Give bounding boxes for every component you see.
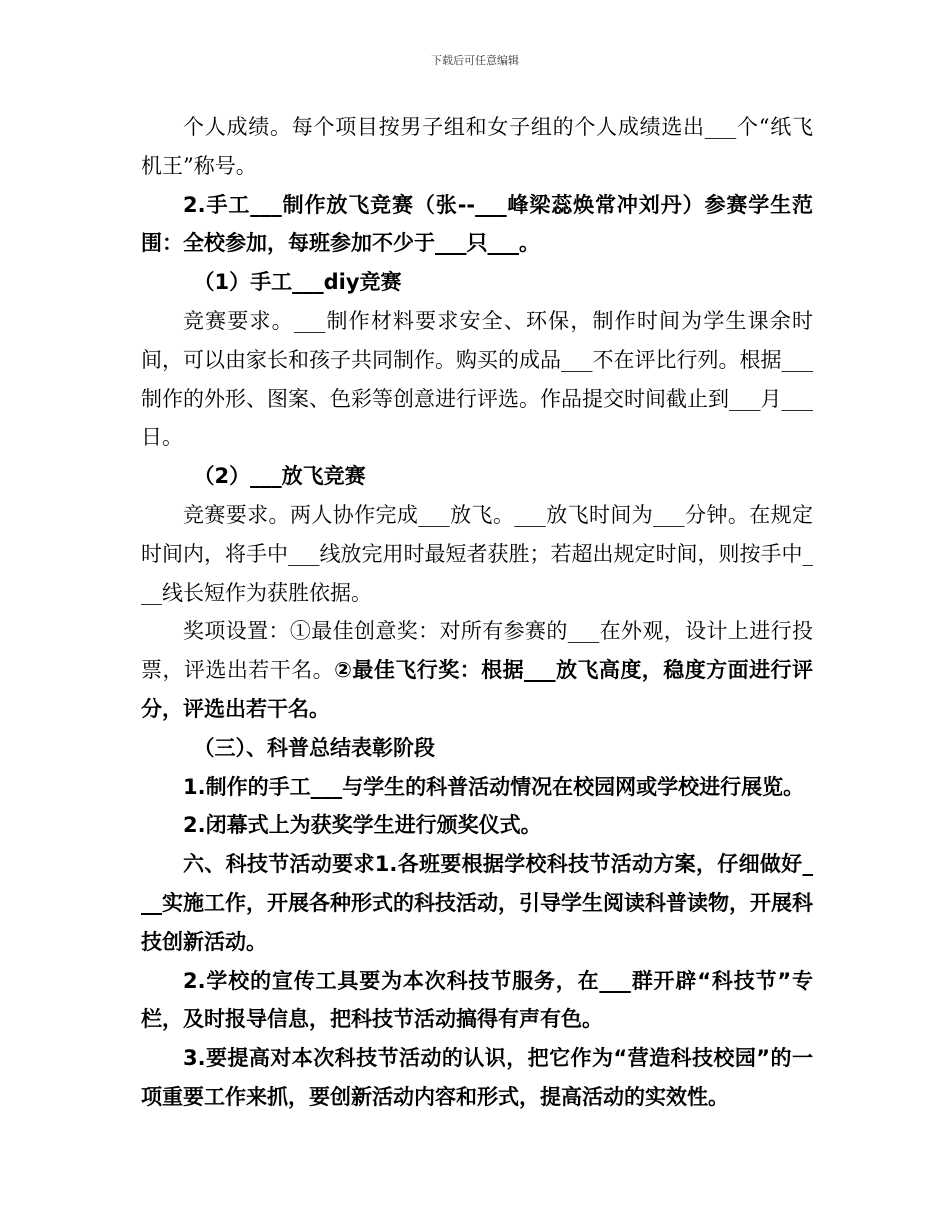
heading-flying-contest: （2）___放飞竞赛	[193, 464, 366, 489]
document-body	[141, 108, 813, 1117]
paragraph-requirements-1: 六、科技节活动要求1.各班要根据学校科技节活动方案，仔细做好___实施工作，开展各种形式的科技活动，引导学生阅读科普读物，开展科技创新活动。	[141, 852, 813, 954]
paragraph-awards	[141, 612, 813, 728]
heading-summary-stage: （三）、科普总结表彰阶段	[193, 735, 435, 760]
paragraph-individual-score: 个人成绩。每个项目按男子组和女子组的个人成绩选出___个“纸飞机王”称号。	[141, 115, 813, 178]
awards-creative-text: 奖项设置：①最佳创意奖：对所有参赛的___在外观，设计上进行投票，评选出若干名。	[141, 619, 813, 683]
paragraph-requirements-2: 2.学校的宣传工具要为本次科技节服务，在___群开辟“科技节”专栏，及时报导信息，把科技节活动搞得有声有色。	[141, 968, 813, 1032]
page-header: 下载后可任意编辑	[431, 54, 519, 67]
awards-flight-text: ②最佳飞行奖：根据___放飞高度，稳度方面进行评分，评选出若干名。	[141, 658, 814, 721]
heading-diy-contest: （1）手工___diy竞赛	[193, 270, 402, 295]
paragraph-handmade-contest: 2.手工___制作放飞竞赛（张--___峰梁蕊焕常冲刘丹）参赛学生范围：全校参加，每班参加不少于___只___。	[141, 192, 813, 256]
paragraph-exhibition: 1.制作的手工___与学生的科普活动情况在校园网或学校进行展览。	[183, 774, 805, 799]
paragraph-ceremony: 2.闭幕式上为获奖学生进行颁奖仪式。	[183, 813, 542, 838]
paragraph-flying-requirements: 竞赛要求。两人协作完成___放飞。___放飞时间为___分钟。在规定时间内，将手中___线放完用时最短者获胜；若超出规定时间，则按手中___线长短作为获胜依据。	[141, 502, 813, 605]
paragraph-diy-requirements: 竞赛要求。___制作材料要求安全、环保，制作时间为学生课余时间，可以由家长和孩子共同制作。购买的成品___不在评比行列。根据___制作的外形、图案、色彩等创意进行评选。作品提交时间截止到___月___日。	[141, 308, 813, 450]
paragraph-requirements-3: 3.要提高对本次科技节活动的认识，把它作为“营造科技校园”的一项重要工作来抓，要创新活动内容和形式，提高活动的实效性。	[141, 1046, 813, 1109]
